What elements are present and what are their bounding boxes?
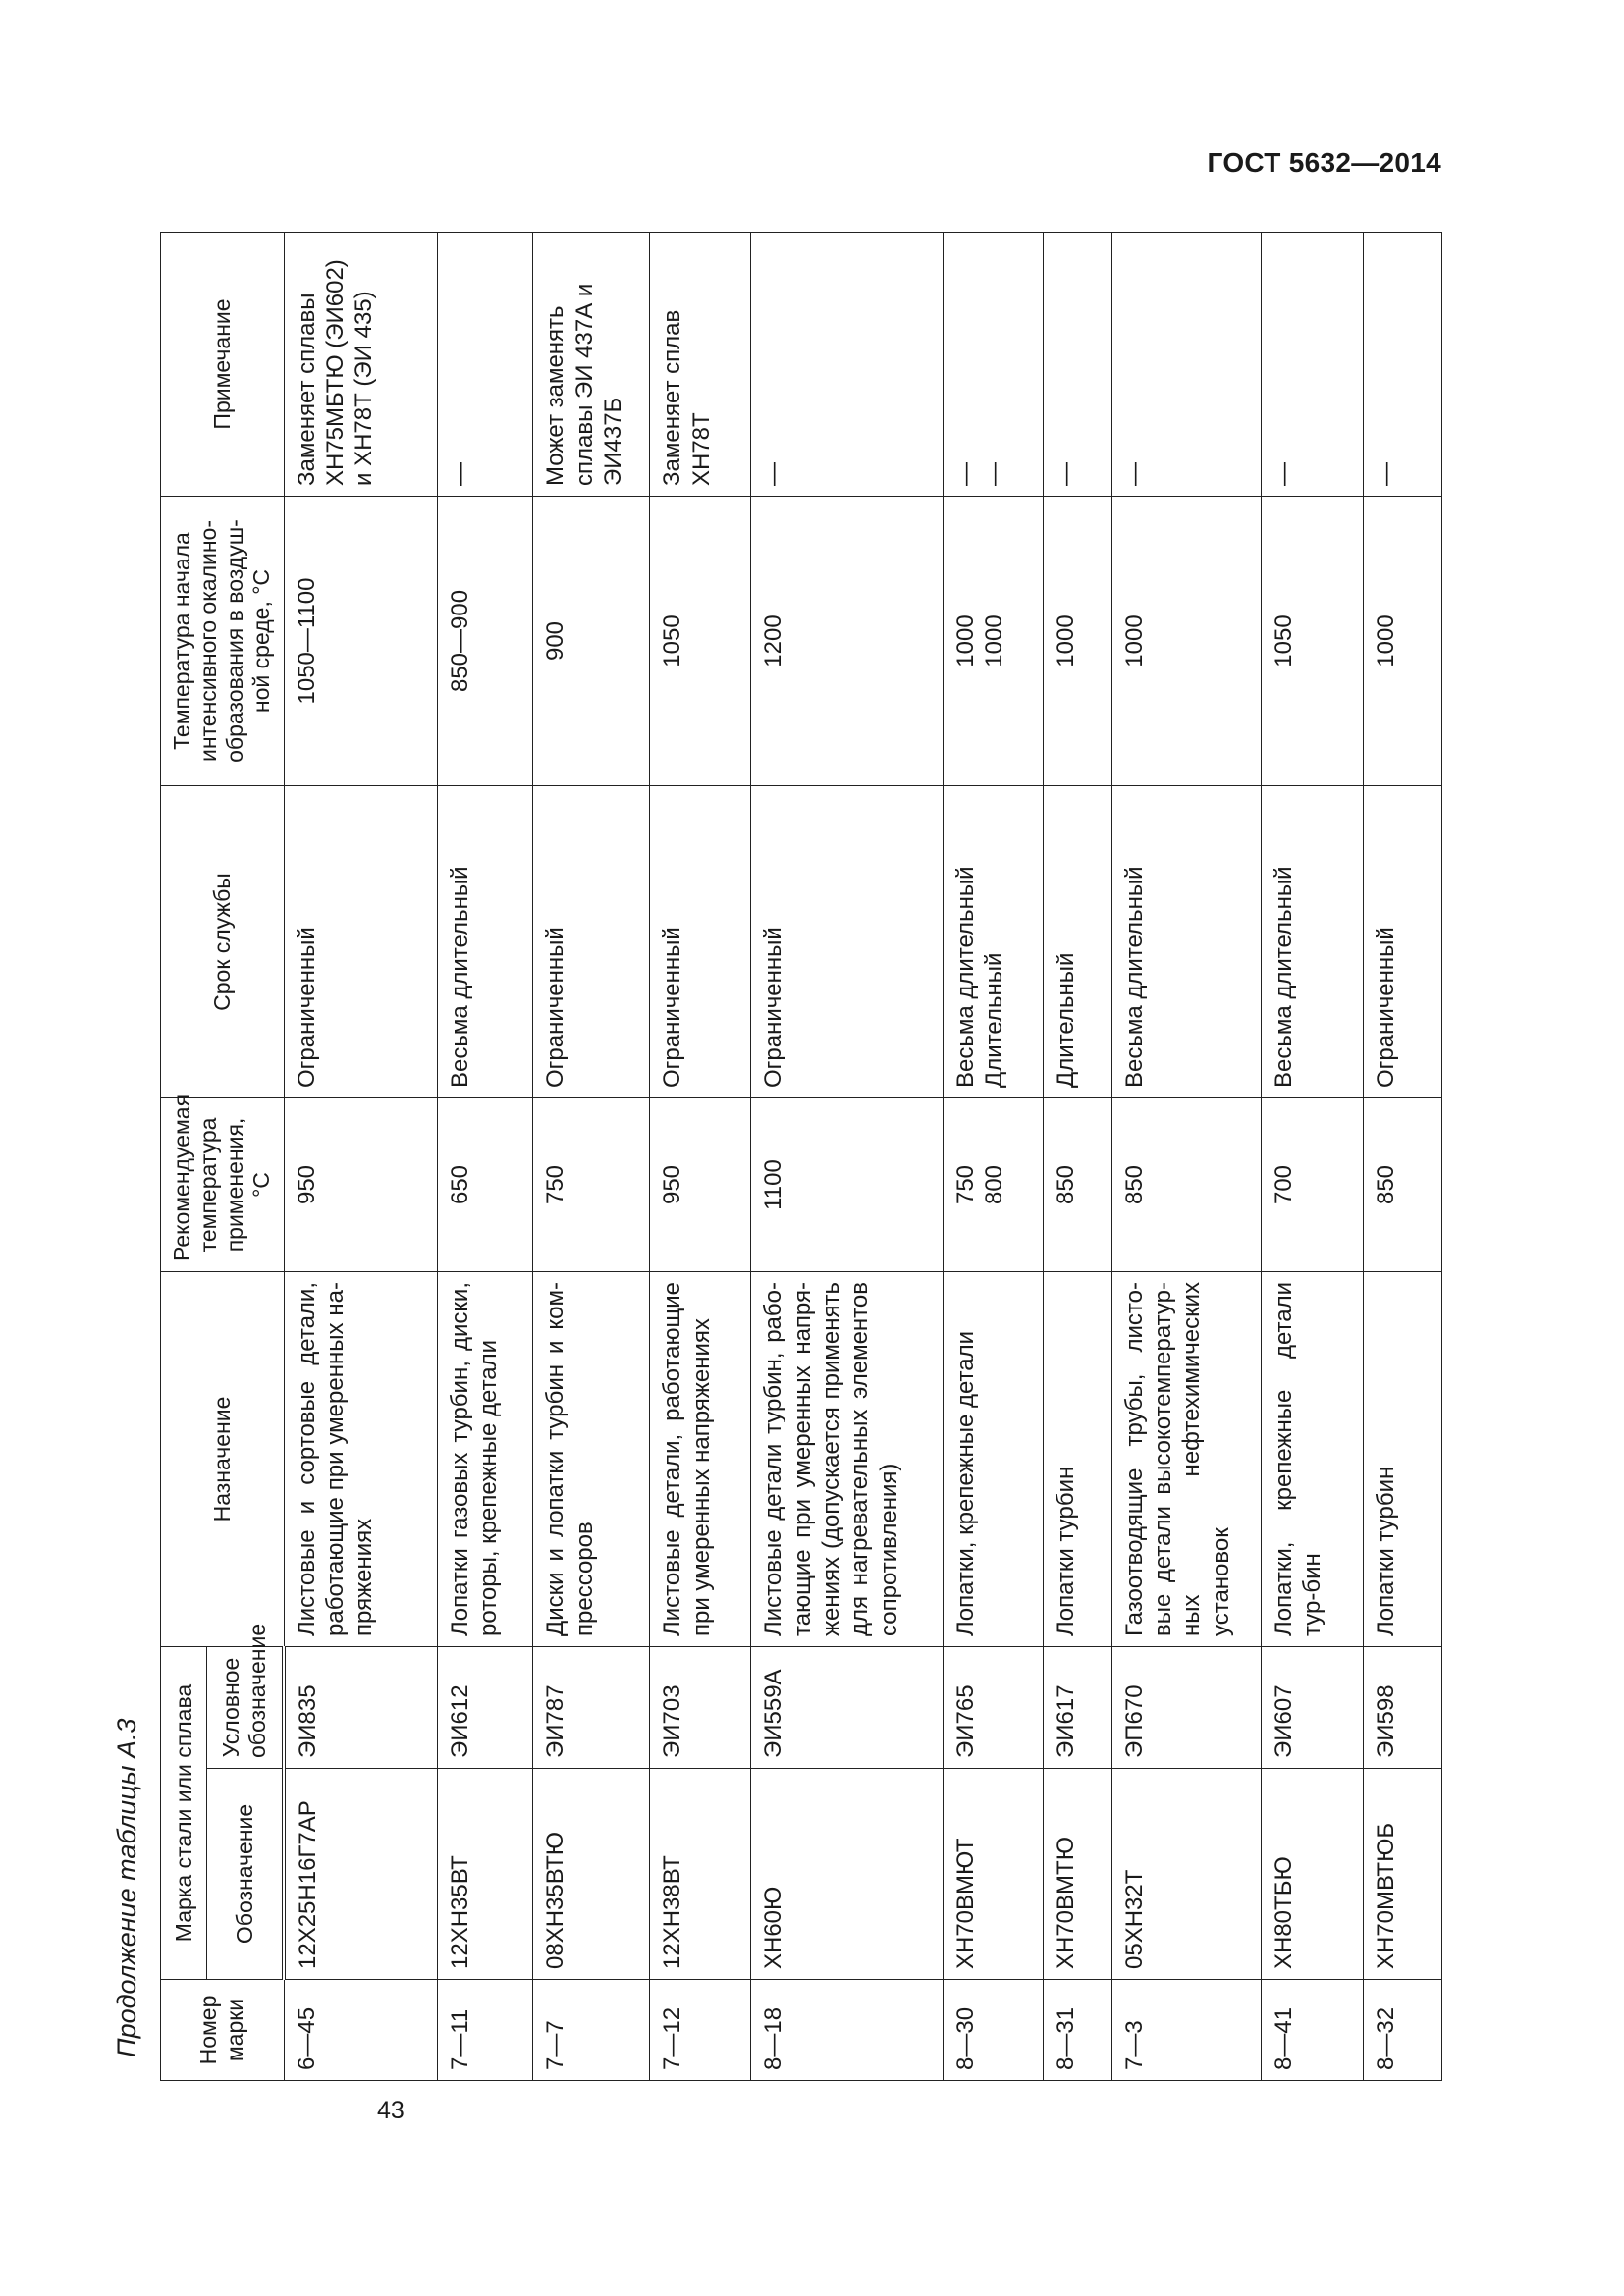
cell-designation: 08ХН35ВТЮ: [533, 1769, 650, 1980]
cell-designation: 12Х25Н16Г7АР: [284, 1769, 437, 1980]
page-number: 43: [377, 2097, 405, 2124]
table-caption: Продолжение таблицы А.3: [112, 1718, 141, 2057]
cell-service-life-line: Длительный: [980, 952, 1007, 1088]
cell-recommended-temp-line: 700: [1270, 1164, 1297, 1205]
cell-scaling-temp-line: 900: [542, 620, 569, 662]
cell-note: [437, 233, 533, 497]
cell-number: 7—11: [437, 1980, 533, 2081]
cell-note: [943, 233, 1043, 497]
cell-number: 7—3: [1111, 1980, 1261, 2081]
cell-note: [533, 233, 650, 497]
cell-number: 8—31: [1043, 1980, 1111, 2081]
cell-service-life: [1261, 786, 1363, 1098]
cell-recommended-temp: [1111, 1098, 1261, 1272]
cell-scaling-temp: [1043, 497, 1111, 786]
cell-designation: 12ХН35ВТ: [437, 1769, 533, 1980]
cell-conventional: ЭИ598: [1364, 1647, 1441, 1769]
cell-purpose: Лопатки турбин: [1043, 1272, 1111, 1647]
cell-number: 8—32: [1364, 1980, 1441, 2081]
document-code: ГОСТ 5632—2014: [1207, 147, 1441, 178]
cell-scaling-temp-line: 850—900: [446, 589, 473, 693]
cell-scaling-temp: [437, 497, 533, 786]
table-body: [284, 233, 1441, 2081]
cell-recommended-temp-line: 850: [1373, 1164, 1400, 1205]
table-row: [751, 233, 943, 2081]
cell-recommended-temp-line: 950: [293, 1164, 320, 1205]
cell-scaling-temp: [650, 497, 751, 786]
cell-purpose: Лопатки, крепежные детали тур-бин: [1261, 1272, 1363, 1647]
cell-service-life: [1111, 786, 1261, 1098]
cell-note-line: —: [1270, 462, 1297, 486]
cell-note-line: Заменяет сплав ХН78Т: [659, 309, 715, 486]
cell-number: 7—7: [533, 1980, 650, 2081]
cell-service-life: [284, 786, 437, 1098]
cell-recommended-temp-line: 950: [659, 1164, 686, 1205]
cell-service-life-line: Весьма длительный: [1270, 866, 1297, 1088]
cell-note-line: —: [1120, 462, 1148, 486]
cell-service-life-line: Ограниченный: [659, 927, 686, 1088]
cell-purpose: Лопатки газовых турбин, диски, роторы, крепежные детали: [437, 1272, 533, 1647]
cell-note-line: —: [760, 462, 787, 486]
cell-number: 8—30: [943, 1980, 1043, 2081]
cell-scaling-temp-line: 1000: [1052, 614, 1079, 667]
cell-recommended-temp: [650, 1098, 751, 1272]
cell-note-line: Может заменять сплавы ЭИ 437А и ЭИ437Б: [542, 283, 627, 486]
cell-designation: ХН70ВМЮТ: [943, 1769, 1043, 1980]
alloy-table: [160, 232, 1442, 2081]
cell-conventional: ЭИ617: [1043, 1647, 1111, 1769]
cell-purpose: Листовые детали, работающие при умеренных напряжениях: [650, 1272, 751, 1647]
cell-scaling-temp: [751, 497, 943, 786]
cell-designation: ХН70ВМТЮ: [1043, 1769, 1111, 1980]
cell-conventional: ЭИ559А: [751, 1647, 943, 1769]
cell-service-life-line: Весьма длительный: [1120, 866, 1148, 1088]
cell-scaling-temp-line: 1000: [1373, 614, 1400, 667]
header-designation: Обозначение: [207, 1769, 284, 1980]
cell-service-life: [533, 786, 650, 1098]
header-number: Номер марки: [161, 1980, 285, 2081]
cell-recommended-temp: [1043, 1098, 1111, 1272]
cell-scaling-temp-line: 1050: [659, 614, 686, 667]
cell-service-life: [751, 786, 943, 1098]
cell-recommended-temp: [533, 1098, 650, 1272]
cell-purpose: Лопатки турбин: [1364, 1272, 1441, 1647]
cell-scaling-temp-line: 1200: [760, 614, 787, 667]
header-scaling-temp: Температура начала интенсивного окалино-образования в воздуш-ной среде, °С: [161, 497, 285, 786]
cell-recommended-temp-line: 850: [1120, 1164, 1148, 1205]
cell-designation: ХН70МВТЮБ: [1364, 1769, 1441, 1980]
cell-service-life-line: Ограниченный: [760, 927, 787, 1088]
cell-recommended-temp: [943, 1098, 1043, 1272]
cell-note-line: Заменяет сплавы ХН75МБТЮ (ЭИ602) и ХН78Т (ЭИ 435): [293, 259, 378, 486]
cell-number: 7—12: [650, 1980, 751, 2081]
header-recommended-temp: Рекомендуемая температура применения, °С: [161, 1098, 285, 1272]
cell-conventional: ЭИ703: [650, 1647, 751, 1769]
cell-note: [1043, 233, 1111, 497]
table-row: [650, 233, 751, 2081]
cell-note-line: —: [980, 462, 1007, 486]
cell-service-life-line: Длительный: [1052, 952, 1079, 1088]
header-note: Примечание: [161, 233, 285, 497]
cell-service-life-line: Ограниченный: [293, 927, 320, 1088]
cell-conventional: ЭИ607: [1261, 1647, 1363, 1769]
cell-scaling-temp-line: 1000: [980, 614, 1007, 667]
cell-note: [284, 233, 437, 497]
cell-recommended-temp: [1261, 1098, 1363, 1272]
cell-note: [751, 233, 943, 497]
cell-scaling-temp: [1111, 497, 1261, 786]
cell-number: 6—45: [284, 1980, 437, 2081]
cell-scaling-temp-line: 1050: [1270, 614, 1297, 667]
table-row: [284, 233, 437, 2081]
cell-note: [1364, 233, 1441, 497]
cell-scaling-temp: [943, 497, 1043, 786]
cell-service-life: [650, 786, 751, 1098]
cell-purpose: Лопатки, крепежные детали: [943, 1272, 1043, 1647]
cell-note-line: —: [1373, 462, 1400, 486]
cell-purpose: Листовые и сортовые детали, работающие при умеренных на-пряжениях: [284, 1272, 437, 1647]
table-row: [1043, 233, 1111, 2081]
cell-note-line: —: [446, 462, 473, 486]
cell-number: 8—18: [751, 1980, 943, 2081]
cell-note: [650, 233, 751, 497]
cell-recommended-temp-line: 1100: [760, 1159, 787, 1210]
cell-scaling-temp-line: 1000: [951, 614, 979, 667]
cell-conventional: ЭИ787: [533, 1647, 650, 1769]
cell-recommended-temp: [1364, 1098, 1441, 1272]
header-service-life: Срок службы: [161, 786, 285, 1098]
cell-note: [1261, 233, 1363, 497]
table-row: [1261, 233, 1363, 2081]
cell-service-life: [943, 786, 1043, 1098]
cell-service-life-line: Ограниченный: [542, 927, 569, 1088]
cell-conventional: ЭИ835: [284, 1647, 437, 1769]
cell-note: [1111, 233, 1261, 497]
table-row: [1111, 233, 1261, 2081]
table-row: [533, 233, 650, 2081]
cell-number: 8—41: [1261, 1980, 1363, 2081]
cell-service-life: [1043, 786, 1111, 1098]
table-row: [1364, 233, 1441, 2081]
cell-note-line: —: [1052, 462, 1079, 486]
header-conventional: Условное обозначение: [207, 1647, 284, 1769]
cell-recommended-temp-line: 650: [446, 1164, 473, 1205]
cell-recommended-temp: [437, 1098, 533, 1272]
cell-scaling-temp: [1261, 497, 1363, 786]
cell-service-life: [437, 786, 533, 1098]
table-row: [943, 233, 1043, 2081]
cell-designation: ХН60Ю: [751, 1769, 943, 1980]
cell-service-life-line: Весьма длительный: [951, 866, 979, 1088]
cell-conventional: ЭП670: [1111, 1647, 1261, 1769]
cell-designation: 05ХН32Т: [1111, 1769, 1261, 1980]
cell-recommended-temp-line: 750: [951, 1164, 979, 1205]
cell-conventional: ЭИ612: [437, 1647, 533, 1769]
cell-recommended-temp-line: 800: [980, 1164, 1007, 1205]
cell-service-life-line: Весьма длительный: [446, 866, 473, 1088]
cell-scaling-temp: [1364, 497, 1441, 786]
header-purpose: Назначение: [161, 1272, 285, 1647]
cell-conventional: ЭИ765: [943, 1647, 1043, 1769]
cell-note-line: —: [951, 462, 979, 486]
cell-scaling-temp-line: 1000: [1120, 614, 1148, 667]
cell-scaling-temp: [533, 497, 650, 786]
cell-scaling-temp-line: 1050—1100: [293, 577, 320, 705]
cell-purpose: Листовые детали турбин, рабо-тающие при умеренных напря-жениях (допускается применять для нагревательных элементов сопротивления): [751, 1272, 943, 1647]
cell-service-life: [1364, 786, 1441, 1098]
cell-recommended-temp: [751, 1098, 943, 1272]
rotated-table-block: [98, 216, 1434, 2081]
cell-scaling-temp: [284, 497, 437, 786]
cell-purpose: Диски и лопатки турбин и ком-прессоров: [533, 1272, 650, 1647]
cell-recommended-temp: [284, 1098, 437, 1272]
cell-recommended-temp-line: 850: [1052, 1164, 1079, 1205]
cell-designation: 12ХН38ВТ: [650, 1769, 751, 1980]
cell-recommended-temp-line: 750: [542, 1164, 569, 1205]
header-grade-group: Марка стали или сплава: [161, 1647, 207, 1980]
cell-service-life-line: Ограниченный: [1373, 927, 1400, 1088]
cell-purpose: Газоотводящие трубы, листо-вые детали высокотемператур-ных нефтехимических установок: [1111, 1272, 1261, 1647]
table-row: [437, 233, 533, 2081]
cell-designation: ХН80ТБЮ: [1261, 1769, 1363, 1980]
